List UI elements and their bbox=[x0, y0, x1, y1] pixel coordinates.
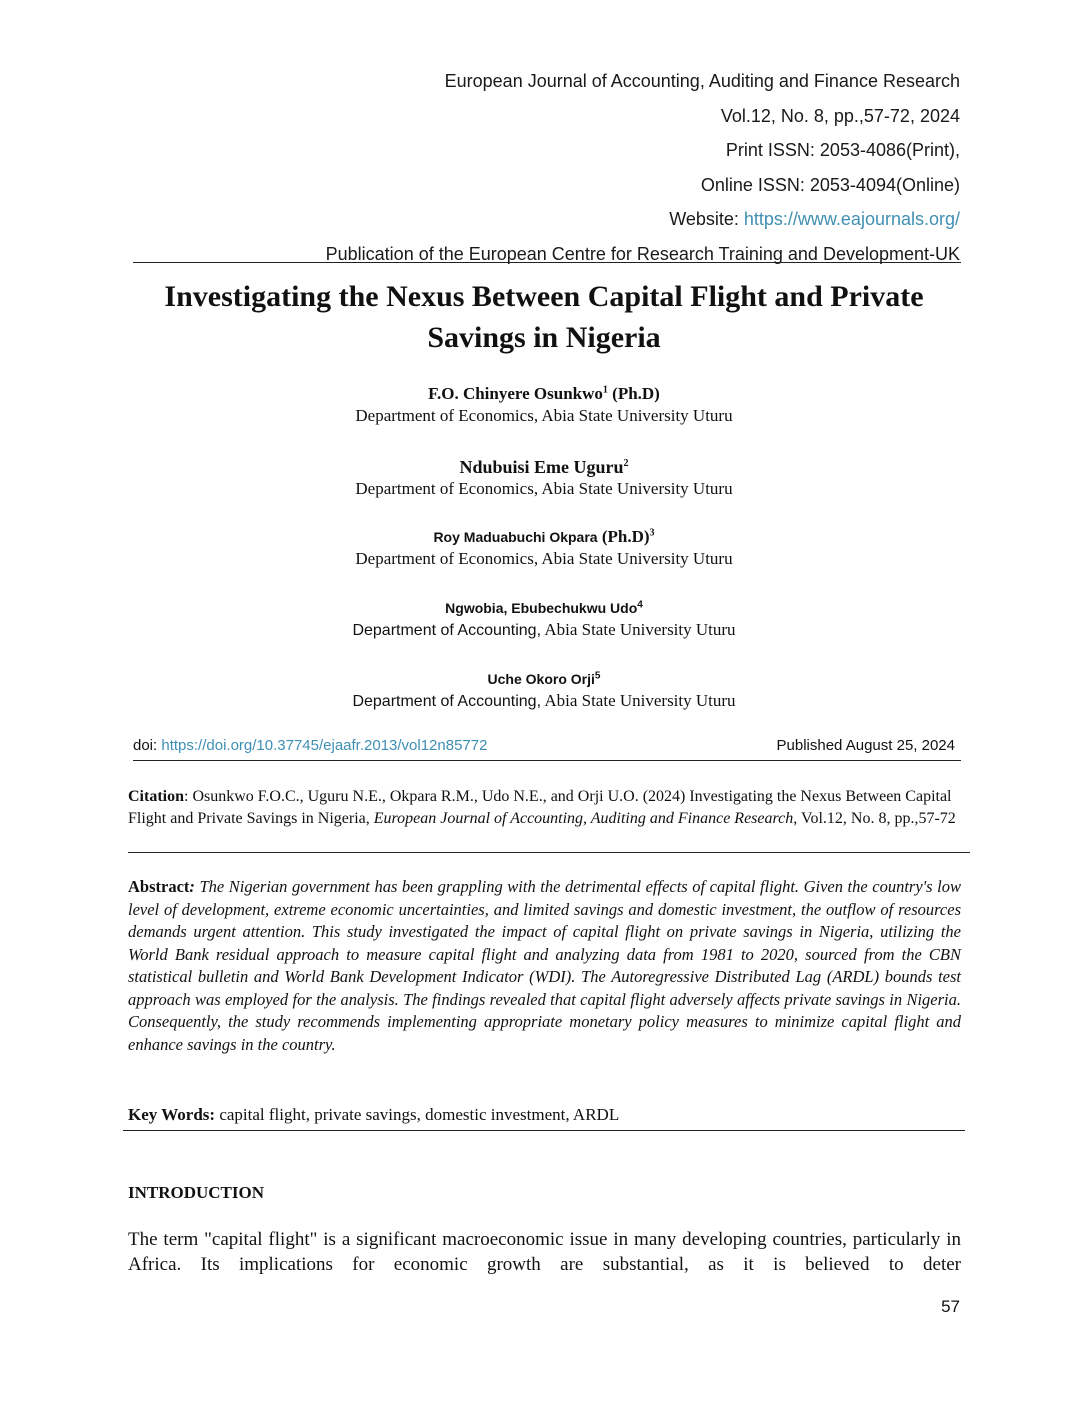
website-link[interactable]: https://www.eajournals.org/ bbox=[743, 209, 960, 229]
citation-label: Citation bbox=[128, 788, 184, 805]
abstract-label: Abstract bbox=[128, 877, 190, 896]
author-affiliation: Department of Economics, Abia State University Uturu bbox=[355, 479, 733, 498]
citation-tail: , Vol.12, No. 8, pp.,57-72 bbox=[793, 810, 956, 827]
citation bbox=[128, 786, 961, 830]
author-affiliation: Department of Economics, Abia State University Uturu bbox=[355, 549, 733, 568]
body-paragraph: The term "capital flight" is a significant macroeconomic issue in many developing countries, particularly in Africa. Its implications for economic growth are substantial, as it is believed to deter bbox=[128, 1229, 961, 1275]
dept-prefix: Department of Accounting, bbox=[352, 693, 542, 710]
keywords bbox=[128, 1104, 961, 1126]
abstract bbox=[128, 876, 961, 1056]
volume-info: Vol.12, No. 8, pp.,57-72, 2024 bbox=[720, 105, 960, 126]
author-affiliation: Department of Economics, Abia State University Uturu bbox=[355, 406, 733, 425]
author-block-5 bbox=[0, 668, 1088, 713]
citation-text: : Osunkwo F.O.C., Uguru N.E., Okpara R.M., Udo N.E., and Orji U.O. (2024) Investigating the Nexus Between Capital Flight and Private Savings in Nigeria, bbox=[128, 788, 952, 827]
author-affiliation bbox=[0, 619, 1088, 642]
author-block-3 bbox=[0, 526, 1088, 570]
published-date: Published August 25, 2024 bbox=[776, 737, 955, 754]
author-name: Roy Maduabuchi Okpara $(Ph.D)^3$ bbox=[433, 527, 655, 546]
author-block-2 bbox=[0, 456, 1088, 500]
citation-divider bbox=[128, 852, 970, 853]
doi-row bbox=[133, 737, 961, 759]
author-name: Uche Okoro Orji$^5$ bbox=[487, 670, 601, 687]
website-line bbox=[326, 202, 960, 237]
dept-rest: Abia State University Uturu bbox=[541, 620, 736, 639]
page-number: 57 bbox=[941, 1297, 960, 1316]
dept-prefix: Department of Accounting, bbox=[352, 622, 542, 639]
dept-rest: Abia State University Uturu bbox=[541, 691, 736, 710]
title-line-2: Savings in Nigeria bbox=[427, 321, 661, 354]
keywords-text: capital flight, private savings, domestic investment, ARDL bbox=[215, 1105, 620, 1124]
doi-link[interactable]: https://doi.org/10.37745/ejaafr.2013/vol12n85772 bbox=[161, 737, 488, 754]
author-affiliation bbox=[0, 690, 1088, 713]
author-name: F.O. Chinyere Osunkwo$^1$ (Ph.D) bbox=[428, 384, 660, 403]
doi-label: doi: bbox=[133, 737, 162, 754]
doi-divider bbox=[133, 760, 961, 761]
keywords-label: Key Words: bbox=[128, 1105, 216, 1124]
author-block-4 bbox=[0, 597, 1088, 642]
online-issn: Online ISSN: 2053-4094(Online) bbox=[700, 174, 960, 195]
title-line-1: Investigating the Nexus Between Capital Flight and Private bbox=[164, 280, 924, 313]
header-divider bbox=[133, 262, 961, 263]
paper-title bbox=[0, 276, 1088, 358]
section-heading: INTRODUCTION bbox=[128, 1183, 265, 1202]
author-name: Ndubuisi Eme Uguru$^2$ bbox=[459, 457, 629, 477]
author-block-1 bbox=[0, 383, 1088, 427]
website-label: Website: bbox=[669, 209, 744, 229]
citation-journal: European Journal of Accounting, Auditing and Finance Research bbox=[373, 810, 794, 827]
print-issn: Print ISSN: 2053-4086(Print), bbox=[725, 140, 960, 160]
abstract-colon: : bbox=[189, 877, 195, 896]
author-name: Ngwobia, Ebubechukwu Udo$^4$ bbox=[445, 599, 643, 616]
journal-name: European Journal of Accounting, Auditing and Finance Research bbox=[444, 71, 960, 91]
keywords-divider bbox=[123, 1130, 965, 1131]
abstract-text: The Nigerian government has been grappling with the detrimental effects of capital flight. Given the country's low level of development, extreme economic uncertainties, and limited savings and domestic investment, the outflow of resources demands urgent attention. This study investigated the impact of capital flight on private savings in Nigeria, utilizing the World Bank residual approach to measure capital flight and analyzing data from 1981 to 2020, sourced from the CBN statistical bulletin and World Bank Development Indicator (WDI). The Autoregressive Distributed Lag (ARDL) bounds test approach was employed for the analysis. The findings revealed that capital flight adversely affects private savings in Nigeria. Consequently, the study recommends implementing appropriate monetary policy measures to minimize capital flight and enhance savings in the country. bbox=[128, 877, 961, 1054]
publisher-line: Publication of the European Centre for Research Training and Development-UK bbox=[325, 243, 960, 264]
journal-header bbox=[326, 64, 960, 271]
